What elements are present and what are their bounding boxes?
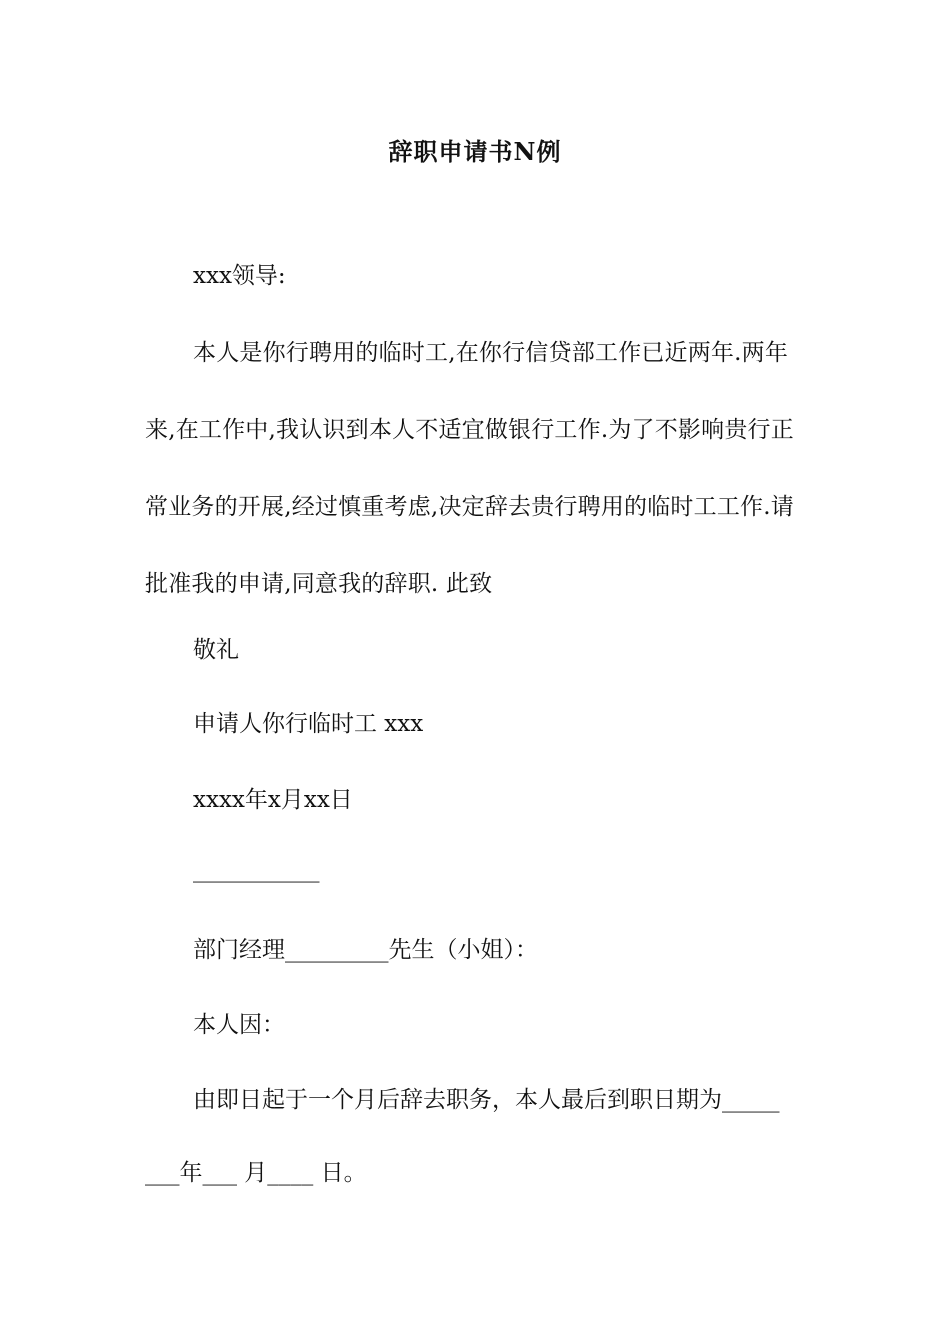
document-title: 辞职申请书N例 <box>388 137 562 166</box>
reason-label: 本人因： <box>193 1012 285 1038</box>
second-salutation: 部门经理_________先生（小姐）： <box>193 937 538 963</box>
separator-line: ___________ <box>193 857 320 883</box>
body-paragraph: 本人是你行聘用的临时工,在你行信贷部工作已近两年.两年来,在工作中,我认识到本人不适宜做银行工作.为了不影响贵行正常业务的开展,经过慎重考虑,决定辞去贵行聘用的临时工工作.请批准我的申请,同意我的辞职. 此致 <box>145 340 794 597</box>
resign-statement-line-1: 由即日起于一个月后辞去职务，本人最后到职日期为_____ <box>193 1087 780 1113</box>
applicant-signature: 申请人你行临时工 xxx <box>193 711 424 737</box>
salutation: xxx领导: <box>193 263 286 289</box>
closing: 敬礼 <box>193 637 239 663</box>
resign-statement-line-2: ___年___ 月____ 日。 <box>145 1160 367 1186</box>
date-line: xxxx年x月xx日 <box>193 787 353 813</box>
